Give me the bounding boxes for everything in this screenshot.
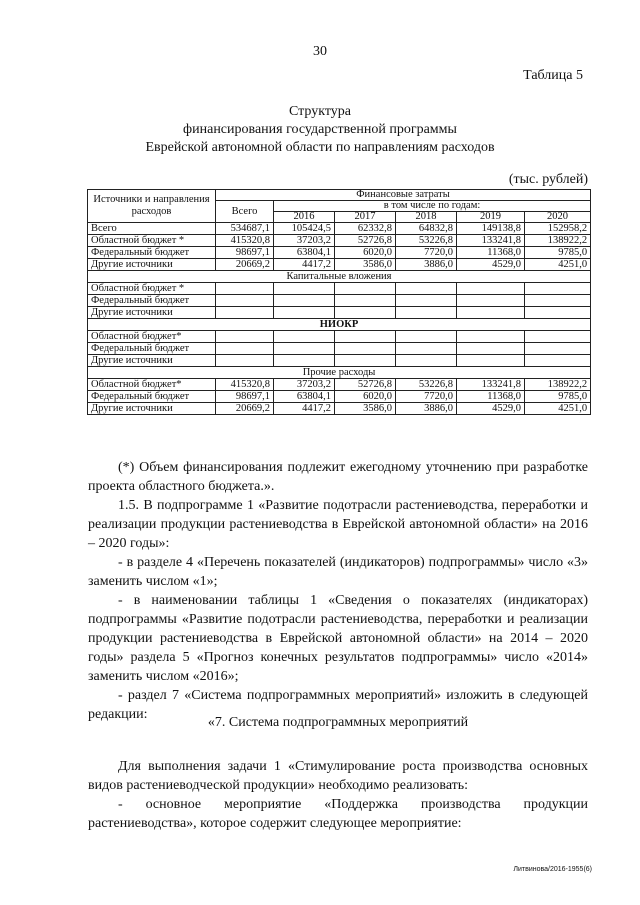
table-row: [88, 283, 591, 295]
table-label: Таблица 5: [523, 68, 583, 83]
header-year: 2017: [335, 212, 396, 223]
section-title: Прочие расходы: [88, 367, 591, 379]
cell: 152958,2: [525, 223, 591, 235]
cell: 105424,5: [274, 223, 335, 235]
cell: 138922,2: [525, 235, 591, 247]
row-label: Федеральный бюджет: [88, 247, 216, 259]
table-row: [88, 355, 591, 367]
paragraph-1-5: 1.5. В подпрограмме 1 «Развитие подотрасли растениеводства, переработки и реализации продукции растениеводства в Еврейской автономной области» на 2016 – 2020 годы»:: [88, 498, 588, 551]
financing-table: [87, 189, 591, 415]
table-row: [88, 247, 591, 259]
body-text-2: [88, 757, 588, 833]
cell: 9785,0: [525, 391, 591, 403]
row-label: Другие источники: [88, 307, 216, 319]
header-sources: Источники и направления расходов: [88, 190, 216, 223]
cell: 98697,1: [216, 247, 274, 259]
cell: 4417,2: [274, 403, 335, 415]
section-title: Капитальные вложения: [88, 271, 591, 283]
paragraph-section4: - в разделе 4 «Перечень показателей (индикаторов) подпрограммы» число «3» заменить числом «1»;: [88, 555, 588, 589]
row-label: Федеральный бюджет: [88, 343, 216, 355]
cell: 4529,0: [457, 259, 525, 271]
cell: 37203,2: [274, 379, 335, 391]
row-label: Всего: [88, 223, 216, 235]
table-row: [88, 343, 591, 355]
row-label: Другие источники: [88, 403, 216, 415]
section-title: НИОКР: [88, 319, 591, 331]
cell: 3886,0: [396, 403, 457, 415]
body-text: [88, 458, 588, 724]
cell: 52726,8: [335, 235, 396, 247]
cell: 52726,8: [335, 379, 396, 391]
cell: 9785,0: [525, 247, 591, 259]
cell: 11368,0: [457, 247, 525, 259]
cell: 138922,2: [525, 379, 591, 391]
table-title: [0, 103, 640, 157]
cell: 37203,2: [274, 235, 335, 247]
paragraph-table1: - в наименовании таблицы 1 «Сведения о показателях (индикаторах) подпрограммы «Развитие подотрасли растениеводства, переработки и реализации продукции растениеводства в Еврейской автономной области» на 2014 – 2020 годы» раздела 5 «Прогноз конечных результатов подпрограммы» число «2014» заменить числом «2016»;: [88, 593, 588, 684]
header-year: 2018: [396, 212, 457, 223]
section-heading: «7. Система подпрограммных мероприятий: [207, 715, 469, 730]
cell: 415320,8: [216, 379, 274, 391]
note-paragraph: (*) Объем финансирования подлежит ежегодному уточнению при разработке проекта областного бюджета.».: [88, 460, 588, 494]
cell: 133241,8: [457, 235, 525, 247]
page-number: 30: [313, 44, 327, 59]
cell: 63804,1: [274, 247, 335, 259]
title-line-2: финансирования государственной программы: [183, 122, 457, 137]
cell: 415320,8: [216, 235, 274, 247]
cell: 6020,0: [335, 391, 396, 403]
table-row: [88, 259, 591, 271]
section-row: [88, 271, 591, 283]
header-year: 2020: [525, 212, 591, 223]
section-row: [88, 367, 591, 379]
table-row: [88, 223, 591, 235]
cell: 133241,8: [457, 379, 525, 391]
cell: 7720,0: [396, 391, 457, 403]
table-row: [88, 235, 591, 247]
cell: 4251,0: [525, 403, 591, 415]
paragraph-section7: - раздел 7 «Система подпрограммных мероприятий» изложить в следующей редакции:: [88, 688, 588, 722]
paragraph-task1: Для выполнения задачи 1 «Стимулирование роста производства основных видов растениеводческой продукции» необходимо реализовать:: [88, 759, 588, 793]
table-row: [88, 331, 591, 343]
cell: 534687,1: [216, 223, 274, 235]
table-row: [88, 403, 591, 415]
header-total: Всего: [216, 201, 274, 223]
cell: 63804,1: [274, 391, 335, 403]
cell: 4251,0: [525, 259, 591, 271]
cell: 149138,8: [457, 223, 525, 235]
section-row: [88, 319, 591, 331]
row-label: Федеральный бюджет: [88, 295, 216, 307]
table-row: [88, 295, 591, 307]
cell: 6020,0: [335, 247, 396, 259]
cell: 20669,2: [216, 403, 274, 415]
row-label: Областной бюджет *: [88, 283, 216, 295]
cell: 98697,1: [216, 391, 274, 403]
cell: 7720,0: [396, 247, 457, 259]
cell: 62332,8: [335, 223, 396, 235]
cell: 3586,0: [335, 403, 396, 415]
cell: 11368,0: [457, 391, 525, 403]
header-year: 2019: [457, 212, 525, 223]
cell: 64832,8: [396, 223, 457, 235]
paragraph-main-measure: - основное мероприятие «Поддержка производства продукции растениеводства», которое содержит следующее мероприятие:: [88, 797, 588, 831]
header-fin: Финансовые затраты: [216, 190, 591, 201]
header-year: 2016: [274, 212, 335, 223]
cell: 4417,2: [274, 259, 335, 271]
cell: 53226,8: [396, 235, 457, 247]
row-label: Другие источники: [88, 355, 216, 367]
cell: 3586,0: [335, 259, 396, 271]
title-line-3: Еврейской автономной области по направлениям расходов: [145, 140, 495, 155]
cell: 4529,0: [457, 403, 525, 415]
row-label: Областной бюджет*: [88, 379, 216, 391]
table-row: [88, 379, 591, 391]
row-label: Другие источники: [88, 259, 216, 271]
table-row: [88, 307, 591, 319]
table-row: [88, 391, 591, 403]
cell: 3886,0: [396, 259, 457, 271]
cell: 20669,2: [216, 259, 274, 271]
row-label: Федеральный бюджет: [88, 391, 216, 403]
footer-code: Литвинова/2016-1955(6): [513, 866, 592, 873]
row-label: Областной бюджет *: [88, 235, 216, 247]
header-years-caption: в том числе по годам:: [274, 201, 591, 212]
cell: 53226,8: [396, 379, 457, 391]
units-label: (тыс. рублей): [508, 172, 588, 187]
row-label: Областной бюджет*: [88, 331, 216, 343]
title-line-1: Структура: [288, 104, 352, 119]
